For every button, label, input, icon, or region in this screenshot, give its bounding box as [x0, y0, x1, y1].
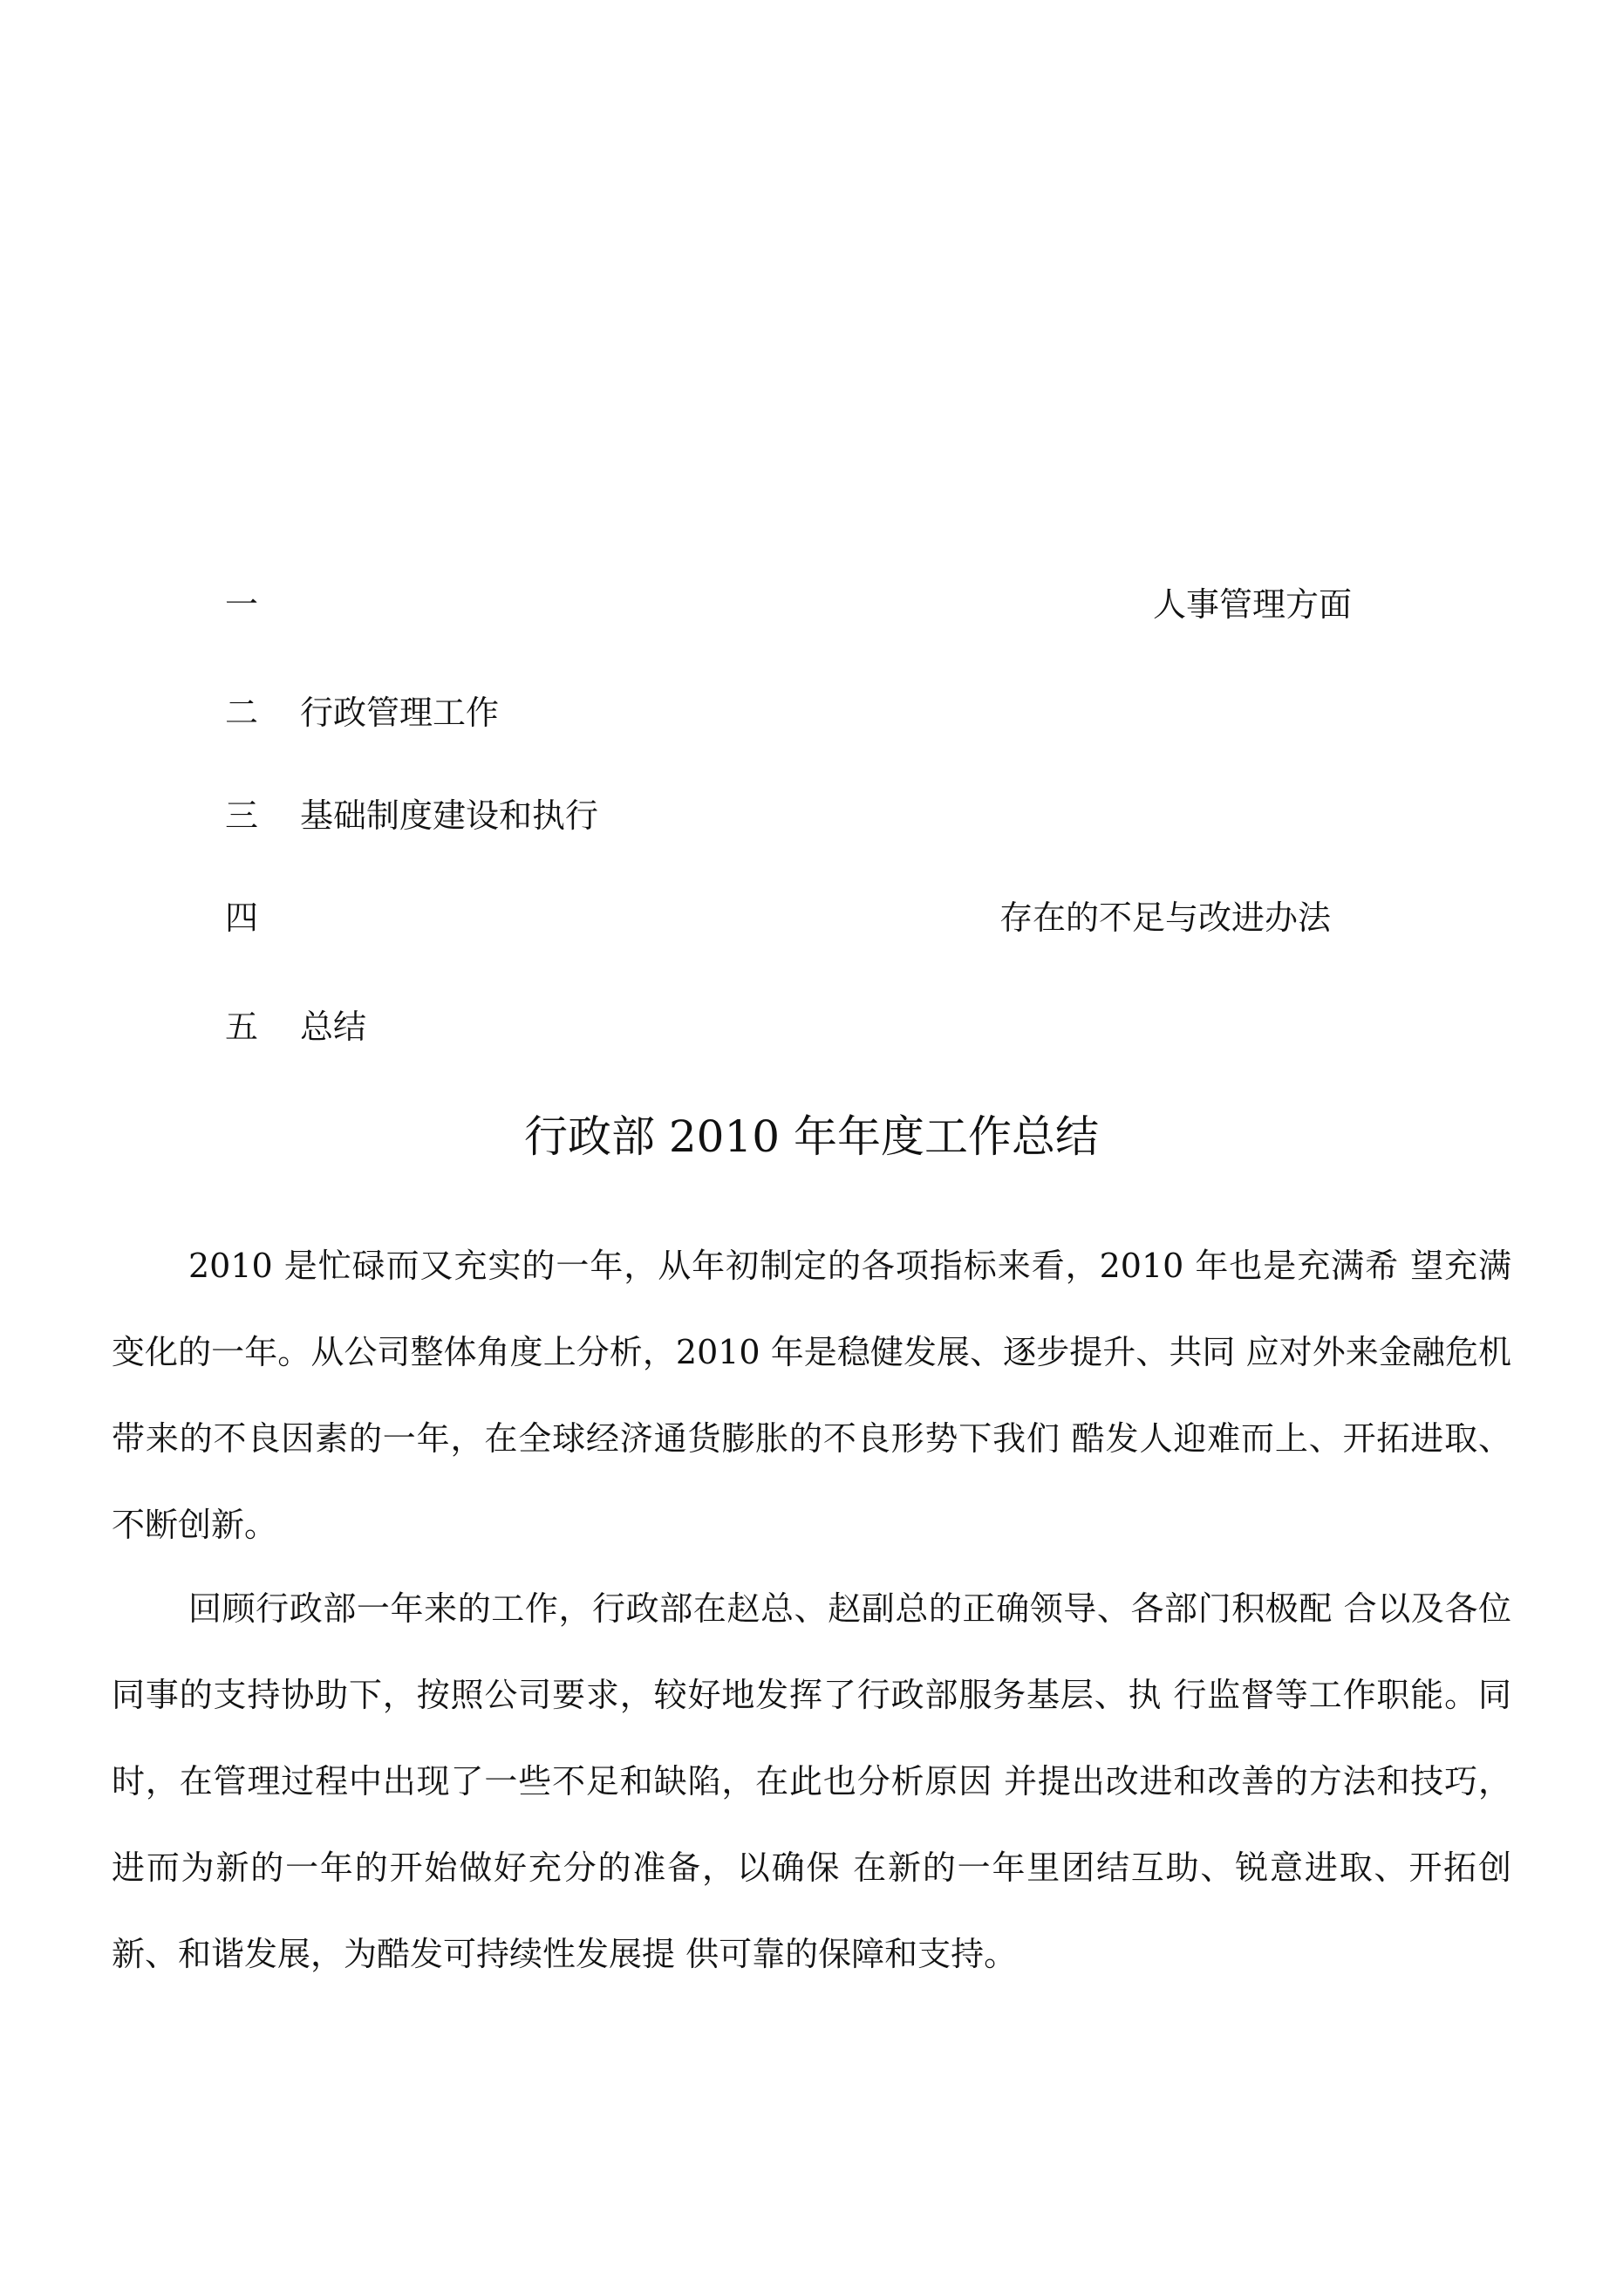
toc-item-label: 行政管理工作: [300, 694, 500, 732]
toc-item-number: 一: [225, 585, 259, 624]
toc-item-5: [225, 1001, 1359, 1053]
toc-item-number: 四: [225, 899, 259, 937]
toc-item-2: [225, 687, 1359, 739]
body-paragraph-1: 2010 是忙碌而又充实的一年，从年初制定的各项指标来看，2010 年也是充满希 望充满变化的一年。从公司整体角度上分析，2010 年是稳健发展、逐步提升、共同 应对外来金融危机带来的不良因素的一年，在全球经济通货膨胀的不良形势下我们 酷发人迎难而上、开拓进取、不断创新。: [112, 1247, 1511, 1544]
toc-item-label: 总结: [300, 1008, 367, 1046]
toc-item-4: [225, 892, 1359, 944]
toc-item-label: 存在的不足与改进办法: [999, 899, 1332, 937]
toc-item-number: 五: [225, 1008, 259, 1046]
body-paragraph-2: 回顾行政部一年来的工作，行政部在赵总、赵副总的正确领导、各部门积极配 合以及各位同事的支持协助下，按照公司要求，较好地发挥了行政部服务基层、执 行监督等工作职能。同时，在管理过程中出现了一些不足和缺陷，在此也分析原因 并提出改进和改善的方法和技巧，进而为新的一年的开始做好充分的准备，以确保 在新的一年里团结互助、锐意进取、开拓创新、和谐发展，为酷发可持续性发展提 供可靠的保障和支持。: [112, 1589, 1511, 1973]
document-title: 行政部 2010 年年度工作总结: [523, 1111, 1100, 1162]
toc-item-label: 基础制度建设和执行: [300, 796, 599, 835]
toc-item-number: 二: [225, 694, 259, 732]
toc-item-3: [225, 789, 1359, 842]
toc-item-number: 三: [225, 796, 259, 835]
toc-item-1: [225, 578, 1359, 631]
toc-item-label: 人事管理方面: [1153, 585, 1353, 624]
